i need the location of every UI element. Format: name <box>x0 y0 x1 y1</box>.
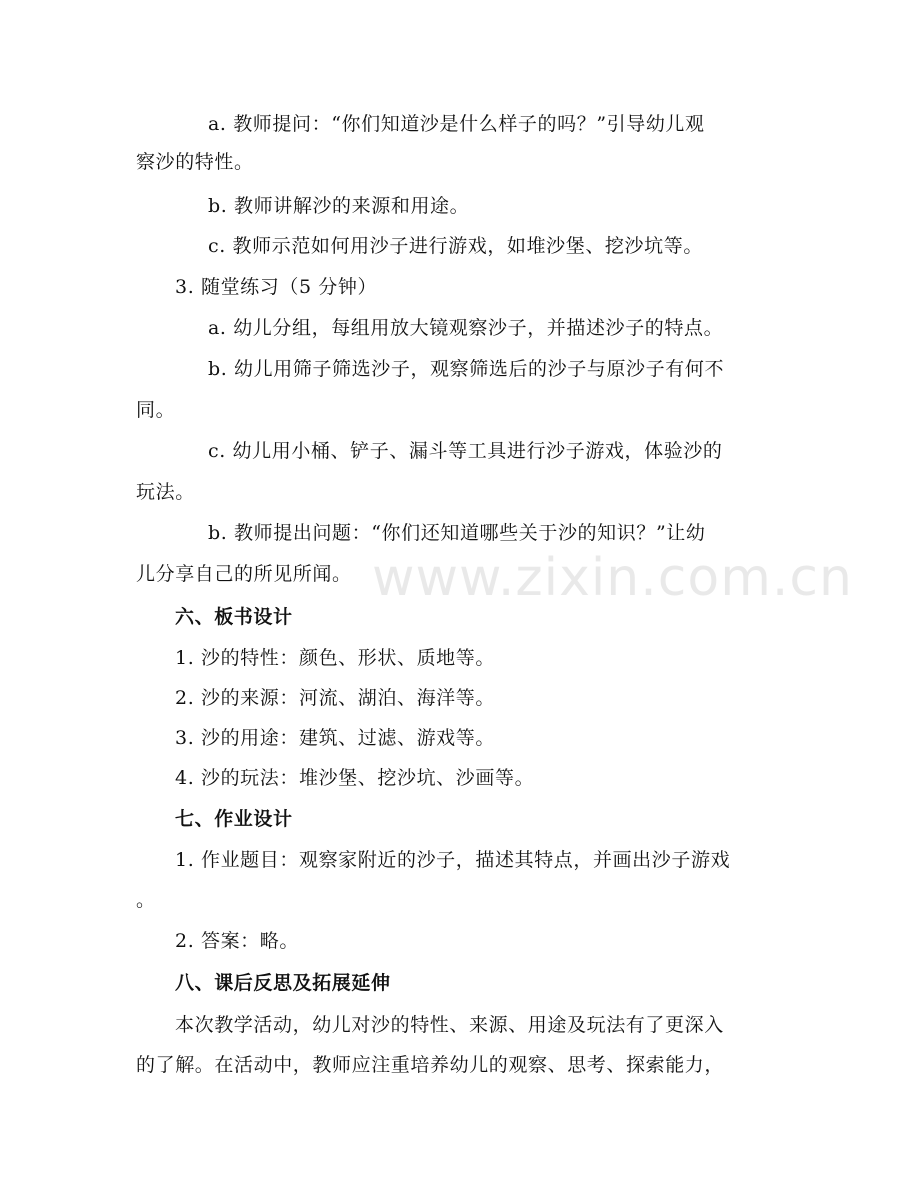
watermark: www.zixin.com.cn <box>372 548 853 608</box>
paragraph-line: 察沙的特性。 <box>136 151 254 173</box>
paragraph-line: 玩法。 <box>136 481 195 503</box>
paragraph-line: 同。 <box>136 399 176 421</box>
list-item: 3. 沙的用途：建筑、过滤、游戏等。 <box>175 727 495 749</box>
section-heading: 八、课后反思及拓展延伸 <box>175 972 391 994</box>
paragraph-line: b. 教师讲解沙的来源和用途。 <box>208 195 470 217</box>
paragraph-line: b. 幼儿用筛子筛选沙子，观察筛选后的沙子与原沙子有何不 <box>208 358 725 380</box>
list-item: 2. 沙的来源：河流、湖泊、海洋等。 <box>175 687 495 709</box>
paragraph-line: 的了解。在活动中，教师应注重培养幼儿的观察、思考、探索能力， <box>136 1054 725 1076</box>
paragraph-line: 儿分享自己的所见所闻。 <box>136 563 352 585</box>
paragraph-line: 。 <box>136 889 156 911</box>
paragraph-line: c. 教师示范如何用沙子进行游戏，如堆沙堡、挖沙坑等。 <box>208 235 703 257</box>
list-item: 2. 答案：略。 <box>175 930 299 952</box>
paragraph-line: a. 教师提问：“你们知道沙是什么样子的吗？”引导幼儿观 <box>208 113 705 135</box>
list-item: 1. 作业题目：观察家附近的沙子，描述其特点，并画出沙子游戏 <box>175 849 731 871</box>
list-item: 1. 沙的特性：颜色、形状、质地等。 <box>175 647 495 669</box>
section-heading: 六、板书设计 <box>175 606 293 628</box>
list-item: 4. 沙的玩法：堆沙堡、挖沙坑、沙画等。 <box>175 767 535 789</box>
section-heading: 七、作业设计 <box>175 808 293 830</box>
list-item: 3. 随堂练习（5 分钟） <box>175 276 378 298</box>
paragraph-line: b. 教师提出问题：“你们还知道哪些关于沙的知识？”让幼 <box>208 522 706 544</box>
paragraph-line: a. 幼儿分组，每组用放大镜观察沙子，并描述沙子的特点。 <box>208 317 724 339</box>
paragraph-line: c. 幼儿用小桶、铲子、漏斗等工具进行沙子游戏，体验沙的 <box>208 440 723 462</box>
paragraph-line: 本次教学活动，幼儿对沙的特性、来源、用途及玩法有了更深入 <box>175 1014 724 1036</box>
